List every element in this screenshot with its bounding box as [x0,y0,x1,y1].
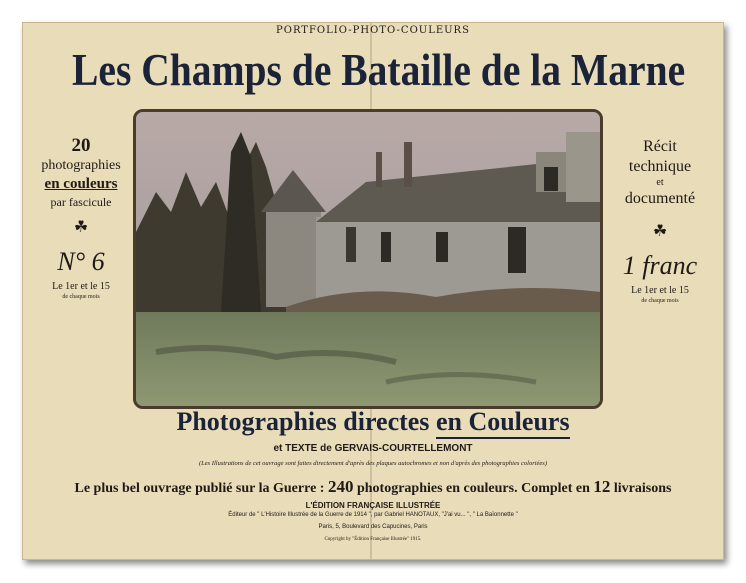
right-line-3: et [656,177,664,188]
author-line: et TEXTE de GERVAIS-COURTELLEMONT [273,443,473,454]
left-column [29,135,133,301]
left-line-2: en couleurs [44,176,118,192]
cover-title: Les Champs de Bataille de la Marne [72,44,686,95]
left-line-1: photographies [41,158,121,173]
promo-count: 240 [327,477,354,496]
promo-text-a: Le plus bel ouvrage publié sur la Guerre : [74,481,328,496]
publisher: L'ÉDITION FRANÇAISE ILLUSTRÉE [305,501,441,510]
copyright: Copyright by "Édition Française Illustrée" 1915. [324,537,422,542]
promo-text-c: livraisons [610,481,672,496]
magazine-cover [22,22,724,560]
publisher-address: Paris, 5, Boulevard des Capucines, Paris [318,524,428,530]
clover-icon-right: ☘ [652,221,668,240]
left-dates-sub: de chaque mois [62,294,100,300]
right-line-4: documenté [624,190,696,207]
issue-number: N° 6 [57,247,105,276]
right-dates-sub: de chaque mois [641,298,679,304]
clover-icon: ☘ [73,217,89,236]
photo-count: 20 [71,135,91,156]
promo-text-b: photographies en couleurs. Complet en [353,481,594,496]
promo-issues: 12 [593,477,611,496]
chateau-ruins-image [136,112,600,406]
promo-line [23,477,723,497]
right-dates: Le 1er et le 15 [631,285,689,296]
right-line-1: Récit [643,138,677,155]
left-dates: Le 1er et le 15 [52,281,110,292]
price: 1 franc [622,251,698,280]
main-heading [23,407,723,437]
left-line-3: par fascicule [50,195,112,209]
heading-part-1: Photographies directes [176,407,436,436]
heading-part-2: en Couleurs [436,407,570,439]
right-column [603,137,717,305]
autochrome-note: (Les Illustrations de cet ouvrage sont faites directement d'après des plaques autochromes et non d'après des photographies coloriées) [198,460,547,467]
publisher-note: Éditeur de " L'Histoire Illustrée de la Guerre de 1914 ", par Gabriel HANOTAUX, "J'ai vu... ", " La Baïonnette " [228,512,518,518]
series-label: PORTFOLIO-PHOTO-COULEURS [276,25,470,36]
cover-photograph [133,109,603,409]
right-line-2: technique [628,158,692,175]
